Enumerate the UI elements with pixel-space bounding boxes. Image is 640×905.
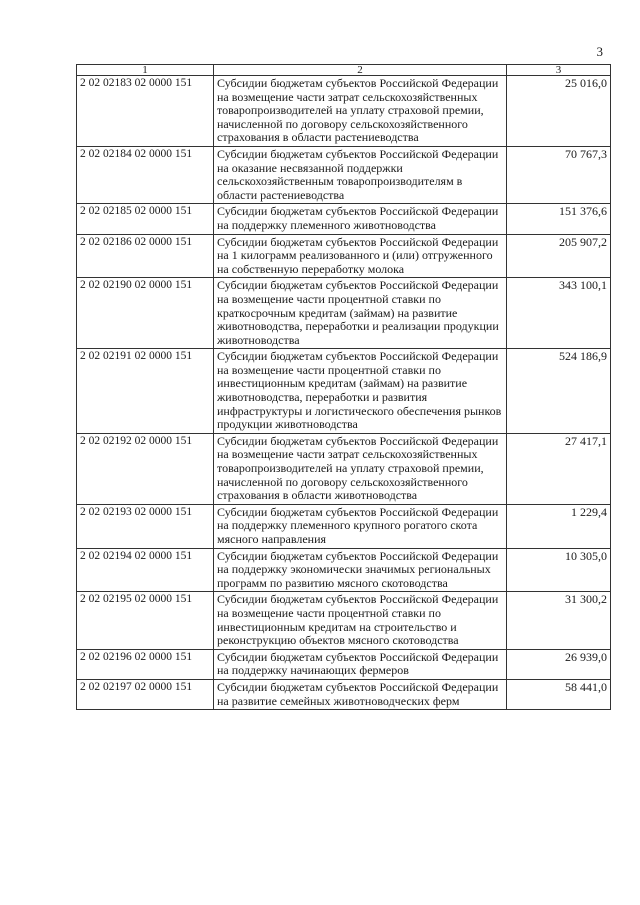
amount-cell: 58 441,0 — [507, 679, 611, 709]
budget-code-cell: 2 02 02196 02 0000 151 — [77, 649, 214, 679]
table-row — [77, 234, 611, 278]
column-header-2: 2 — [214, 65, 507, 76]
description-cell: Субсидии бюджетам субъектов Российской Федерации на оказание несвязанной поддержки сельскохозяйственным товаропроизводителям в области растениеводства — [214, 146, 507, 203]
amount-cell: 151 376,6 — [507, 204, 611, 234]
column-header-1: 1 — [77, 65, 214, 76]
amount-cell: 10 305,0 — [507, 548, 611, 592]
table-row — [77, 504, 611, 548]
budget-code-cell: 2 02 02195 02 0000 151 — [77, 592, 214, 649]
table-row — [77, 278, 611, 349]
description-cell: Субсидии бюджетам субъектов Российской Федерации на возмещение части затрат сельскохозяйственных товаропроизводителей на уплату страховой премии, начисленной по договору сельскохозяйственного страхования в области растениеводства — [214, 76, 507, 147]
budget-code-cell: 2 02 02193 02 0000 151 — [77, 504, 214, 548]
budget-code-cell: 2 02 02186 02 0000 151 — [77, 234, 214, 278]
amount-cell: 343 100,1 — [507, 278, 611, 349]
budget-code-cell: 2 02 02194 02 0000 151 — [77, 548, 214, 592]
column-number-row — [77, 65, 611, 76]
amount-cell: 26 939,0 — [507, 649, 611, 679]
description-cell: Субсидии бюджетам субъектов Российской Федерации на возмещение части процентной ставки по инвестиционным кредитам (займам) на развитие животноводства, переработки и развития инфраструктуры и логистического обеспечения рынков продукции животноводства — [214, 349, 507, 434]
amount-cell: 31 300,2 — [507, 592, 611, 649]
table-row — [77, 204, 611, 234]
amount-cell: 25 016,0 — [507, 76, 611, 147]
description-cell: Субсидии бюджетам субъектов Российской Федерации на развитие семейных животноводческих ферм — [214, 679, 507, 709]
table-row — [77, 349, 611, 434]
budget-code-cell: 2 02 02191 02 0000 151 — [77, 349, 214, 434]
description-cell: Субсидии бюджетам субъектов Российской Федерации на возмещение части процентной ставки по инвестиционным кредитам на строительство и реконструкцию объектов мясного скотоводства — [214, 592, 507, 649]
budget-code-cell: 2 02 02185 02 0000 151 — [77, 204, 214, 234]
budget-code-cell: 2 02 02192 02 0000 151 — [77, 433, 214, 504]
amount-cell: 1 229,4 — [507, 504, 611, 548]
table-row — [77, 146, 611, 203]
description-cell: Субсидии бюджетам субъектов Российской Федерации на поддержку племенного животноводства — [214, 204, 507, 234]
budget-code-cell: 2 02 02183 02 0000 151 — [77, 76, 214, 147]
budget-code-cell: 2 02 02190 02 0000 151 — [77, 278, 214, 349]
column-header-3: 3 — [507, 65, 611, 76]
table-row — [77, 649, 611, 679]
description-cell: Субсидии бюджетам субъектов Российской Федерации на поддержку начинающих фермеров — [214, 649, 507, 679]
budget-code-cell: 2 02 02184 02 0000 151 — [77, 146, 214, 203]
budget-code-cell: 2 02 02197 02 0000 151 — [77, 679, 214, 709]
description-cell: Субсидии бюджетам субъектов Российской Федерации на 1 килограмм реализованного и (или) отгруженного на собственную переработку молока — [214, 234, 507, 278]
table-row — [77, 76, 611, 147]
amount-cell: 27 417,1 — [507, 433, 611, 504]
table-row — [77, 548, 611, 592]
budget-table — [76, 64, 611, 710]
amount-cell: 524 186,9 — [507, 349, 611, 434]
table-row — [77, 592, 611, 649]
table-row — [77, 679, 611, 709]
page-number: 3 — [596, 44, 603, 59]
description-cell: Субсидии бюджетам субъектов Российской Федерации на поддержку экономически значимых региональных программ по развитию мясного скотоводства — [214, 548, 507, 592]
amount-cell: 70 767,3 — [507, 146, 611, 203]
description-cell: Субсидии бюджетам субъектов Российской Федерации на поддержку племенного крупного рогатого скота мясного направления — [214, 504, 507, 548]
description-cell: Субсидии бюджетам субъектов Российской Федерации на возмещение части процентной ставки по краткосрочным кредитам (займам) на развитие животноводства, переработки и реализации продукции животноводства — [214, 278, 507, 349]
table-row — [77, 433, 611, 504]
description-cell: Субсидии бюджетам субъектов Российской Федерации на возмещение части затрат сельскохозяйственных товаропроизводителей на уплату страховой премии, начисленной по договору сельскохозяйственного страхования в области животноводства — [214, 433, 507, 504]
amount-cell: 205 907,2 — [507, 234, 611, 278]
